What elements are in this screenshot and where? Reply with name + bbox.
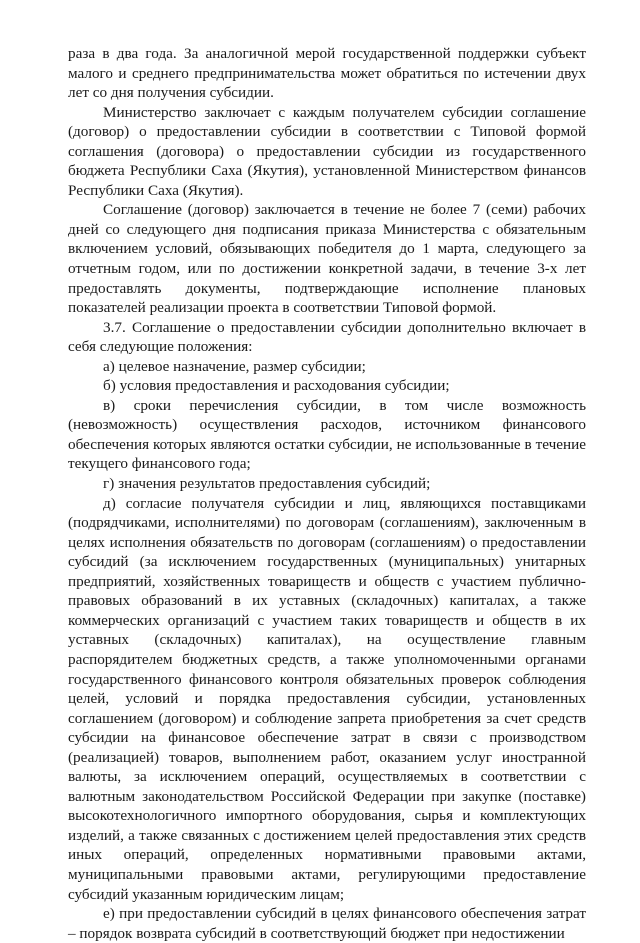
list-item-d: д) согласие получателя субсидии и лиц, являющихся поставщиками (подрядчиками, исполнителями) по договорам (соглашениям), заключенным в целях исполнения обязательств по договорам (соглашениям) о предоставлении субсидий (за исключением государственных (муниципальных) унитарных предприятий, хозяйственных товариществ и обществ с участием публично-правовых образований в их уставных (складочных) капиталах, а также коммерческих организаций с участием таких товариществ и обществ в их уставных (складочных) капиталах), на осуществление главным распорядителем бюджетных средств, а также уполномоченными органами государственного финансового контроля обязательных проверок соблюдения целей, условий и порядка предоставления субсидии, установленных соглашением (договором) и соблюдение запрета приобретения за счет средств субсидии на финансовое обеспечение затрат в связи с производством (реализацией) товаров, выполнением работ, оказанием услуг иностранной валюты, за исключением операций, осуществляемых в соответствии с валютным законодательством Российской Федерации при закупке (поставке) высокотехнологичного импортного оборудования, сырья и комплектующих изделий, а также связанных с достижением целей предоставления этих средств иных операций, определенных нормативными правовыми актами, муниципальными правовыми актами, регулирующими предоставление субсидий указанным юридическим лицам; [68,494,586,903]
list-item-v: в) сроки перечисления субсидии, в том числе возможность (невозможность) осуществления расходов, источником финансового обеспечения которых являются остатки субсидии, не использованные в течение текущего финансового года; [68,396,586,473]
paragraph-section-3-7: 3.7. Соглашение о предоставлении субсидии дополнительно включает в себя следующие положения: [68,318,586,356]
paragraph-continuation: раза в два года. За аналогичной мерой государственной поддержки субъект малого и среднего предпринимательства может обратиться по истечении двух лет со дня получения субсидии. [68,45,586,102]
paragraph-ministry-agreement: Министерство заключает с каждым получателем субсидии соглашение (договор) о предоставлении субсидии в соответствии с Типовой формой соглашения (договора) о предоставлении субсидии из государственного бюджета Республики Саха (Якутия), установленной Министерством финансов Республики Саха (Якутия). [68,103,586,199]
list-item-b: б) условия предоставления и расходования субсидии; [103,377,450,395]
paragraph-agreement-term: Соглашение (договор) заключается в течение не более 7 (семи) рабочих дней со следующего дня подписания приказа Министерства с обязательным включением условий, обязывающих победителя до 1 марта, следующего за отчетным годом, или по достижении конкретной задачи, в течение 3-х лет предоставлять документы, подтверждающие исполнение плановых показателей реализации проекта в соответствии Типовой формой. [68,201,586,317]
list-item-e: е) при предоставлении субсидий в целях финансового обеспечения затрат – порядок возврата субсидий в соответствующий бюджет при недостижении [68,905,586,942]
list-item-g: г) значения результатов предоставления субсидий; [103,475,431,493]
list-item-a: а) целевое назначение, размер субсидии; [103,357,366,375]
